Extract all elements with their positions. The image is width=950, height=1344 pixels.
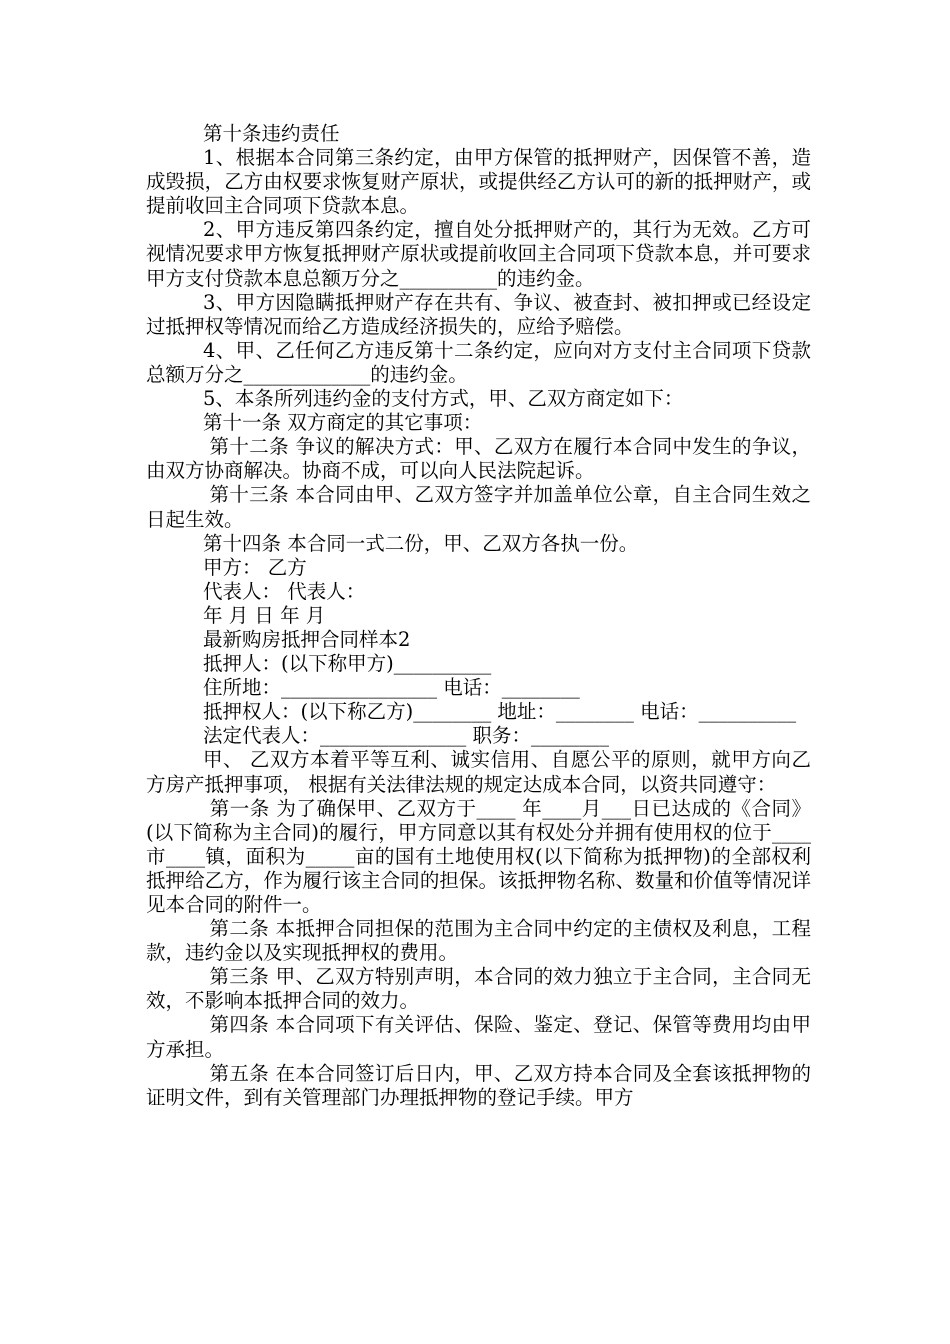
form-field-line: 抵押权人：(以下称乙方)________ 地址：________ 电话：__________ (203, 700, 797, 724)
paragraph: 1、根据本合同第三条约定，由甲方保管的抵押财产，因保管不善，造成毁损，乙方由权要求恢复财产原状，或提供经乙方认可的新的抵押财产，或提前收回主合同项下贷款本息。 (146, 146, 811, 218)
paragraph: 第十条违约责任 (203, 122, 340, 145)
paragraph: 第十三条 本合同由甲、乙双方签字并加盖单位公章，自主合同生效之日起生效。 (146, 483, 811, 531)
form-field-line: 住所地：________________ 电话：________ (203, 676, 580, 700)
paragraph: 2、甲方违反第四条约定，擅自处分抵押财产的，其行为无效。乙方可视情况要求甲方恢复抵押财产原状或提前收回主合同项下贷款本息，并可要求甲方支付贷款本息总额万分之__________的违约金。 (146, 218, 811, 290)
section-title: 最新购房抵押合同样本2 (203, 627, 411, 651)
contract-text (146, 122, 811, 1110)
date-line: 年 月 日 年 月 (203, 603, 326, 627)
paragraph: 第十二条 争议的解决方式：甲、乙双方在履行本合同中发生的争议，由双方协商解决。协商不成，可以向人民法院起诉。 (146, 435, 811, 483)
paragraph: 3、甲方因隐瞒抵押财产存在共有、争议、被查封、被扣押或已经设定过抵押权等情况而给乙方造成经济损失的，应给予赔偿。 (146, 290, 811, 338)
signature-line: 甲方： 乙方 (203, 555, 307, 579)
paragraph: 5、本条所列违约金的支付方式，甲、乙双方商定如下： (203, 387, 684, 411)
paragraph: 第四条 本合同项下有关评估、保险、鉴定、登记、保管等费用均由甲方承担。 (146, 1013, 811, 1061)
paragraph: 第五条 在本合同签订后日内，甲、乙双方持本合同及全套该抵押物的证明文件，到有关管理部门办理抵押物的登记手续。甲方 (146, 1061, 811, 1109)
signature-line: 代表人： 代表人： (203, 579, 366, 603)
form-field-line: 法定代表人：_______________ 职务：________ (203, 724, 609, 748)
paragraph: 第一条 为了确保甲、乙双方于____ 年____月___日已达成的《合同》(以下简称为主合同)的履行，甲方同意以其有权处分并拥有使用权的位于____市____镇，面积为_____亩的国有土地使用权(以下简称为抵押物)的全部权利抵押给乙方，作为履行该主合同的担保。该抵押物名称、数量和价值等情况详见本合同的附件一。 (146, 796, 812, 916)
paragraph: 第十四条 本合同一式二份，甲、乙双方各执一份。 (203, 531, 639, 555)
paragraph: 甲、 乙双方本着平等互利、诚实信用、自愿公平的原则，就甲方向乙方房产抵押事项， 根据有关法律法规的规定达成本合同，以资共同遵守： (146, 748, 811, 796)
paragraph: 第二条 本抵押合同担保的范围为主合同中约定的主债权及利息，工程款，违约金以及实现抵押权的费用。 (146, 917, 811, 965)
paragraph: 4、甲、乙任何乙方违反第十二条约定，应向对方支付主合同项下贷款总额万分之_____________的违约金。 (146, 338, 811, 386)
paragraph: 第三条 甲、乙双方特别声明，本合同的效力独立于主合同，主合同无效，不影响本抵押合同的效力。 (146, 965, 811, 1013)
form-field-line: 抵押人：(以下称甲方)__________ (203, 652, 492, 676)
paragraph: 第十一条 双方商定的其它事项： (203, 411, 483, 435)
